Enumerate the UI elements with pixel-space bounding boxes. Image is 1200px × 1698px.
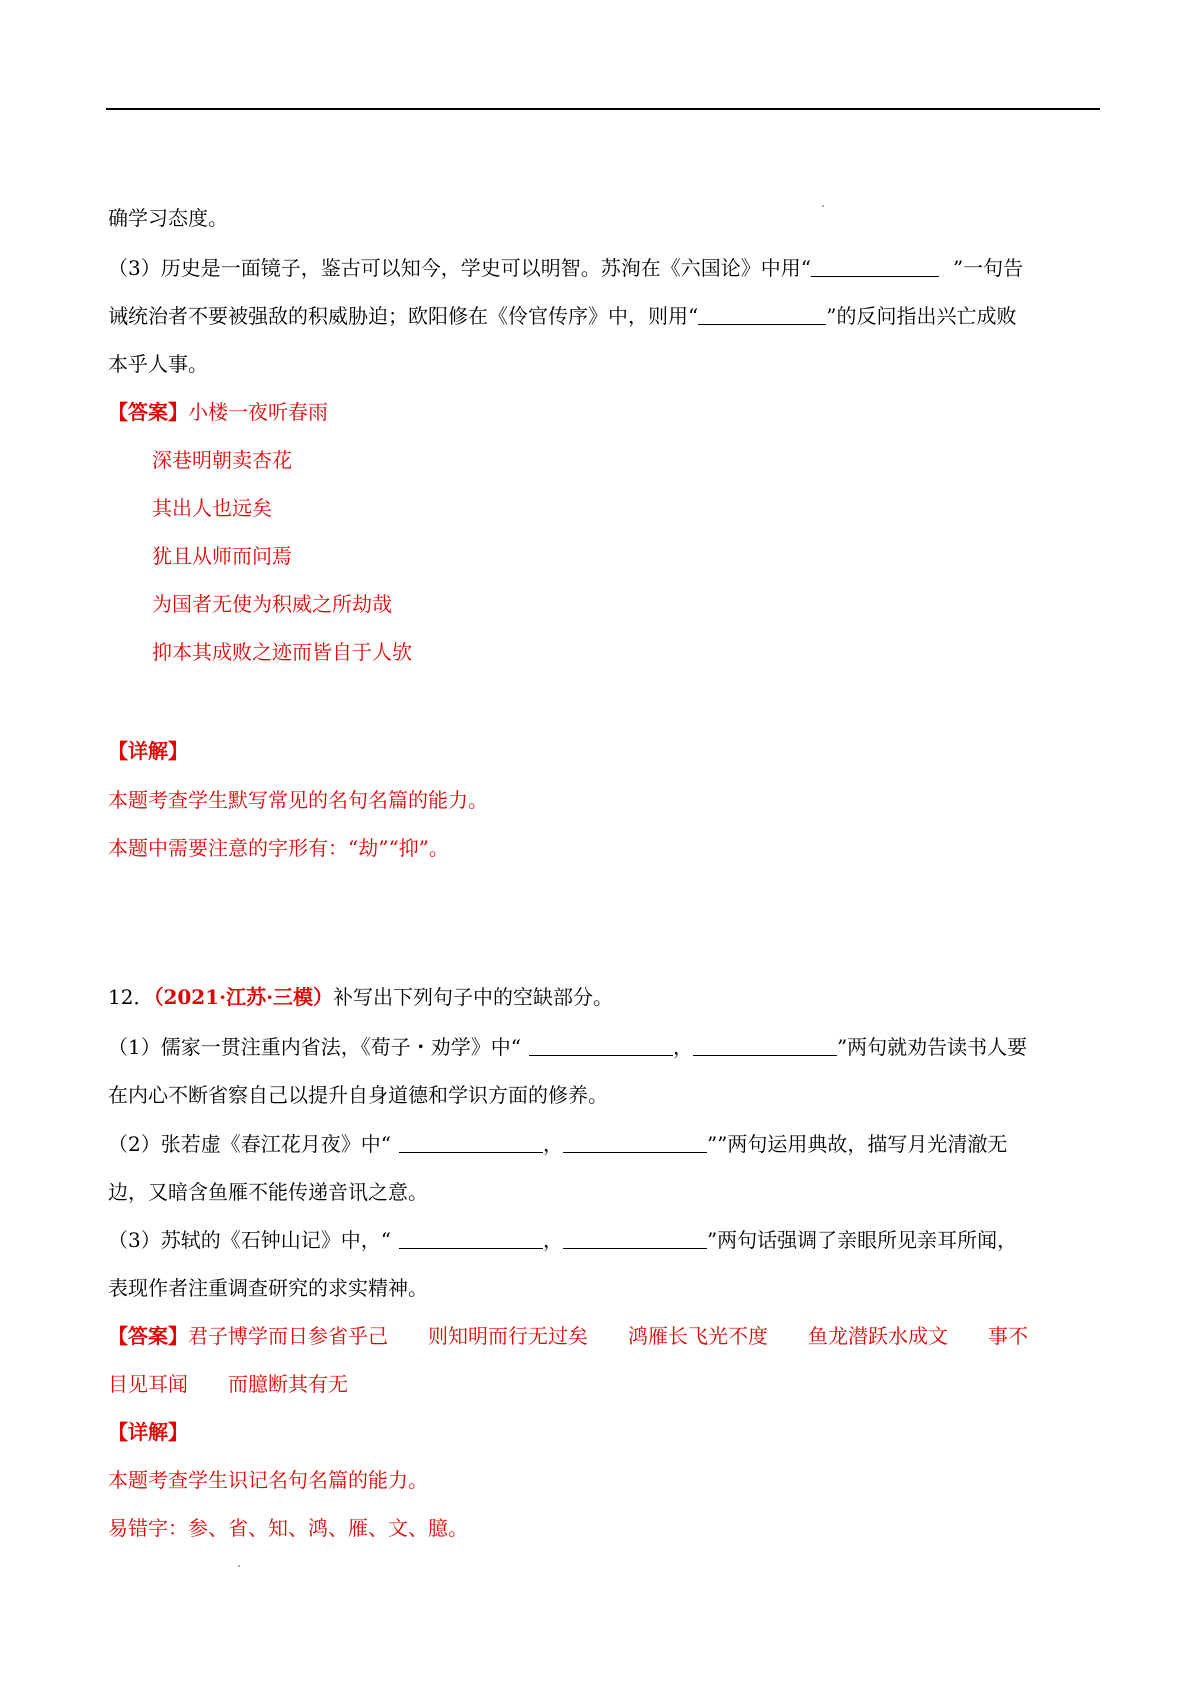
q3-line1: （3）历史是一面镜子，鉴古可以知今，学史可以明智。苏洵在《六国论》中用“ ”一句告 xyxy=(108,256,1024,280)
answer-text: 其出人也远矣 xyxy=(152,496,272,520)
answer-label: 【答案】 xyxy=(108,1324,188,1348)
answer-text: 深巷明朝卖杏花 xyxy=(152,448,292,472)
answer-text: 犹且从师而问焉 xyxy=(152,544,292,568)
detail-text: 易错字：参、省、知、鸿、雁、文、臆。 xyxy=(108,1516,468,1540)
answer-label: 【答案】 xyxy=(108,400,188,424)
answer-blank xyxy=(399,1226,543,1249)
answer-text: 事不 xyxy=(988,1324,1028,1348)
q12-s3-line1: （3）苏轼的《石钟山记》中，“ ， ”两句话强调了亲眼所见亲耳所闻， xyxy=(108,1228,1018,1252)
question-number: 12． xyxy=(108,985,154,1009)
speck xyxy=(822,205,824,207)
answer-text: 抑本其成败之迹而皆自于人欤 xyxy=(152,640,412,664)
answer-text: 小楼一夜听春雨 xyxy=(188,400,328,424)
answer-text: 则知明而行无过矣 xyxy=(428,1324,588,1348)
q12-s1-line1: （1）儒家一贯注重内省法，《荀子・劝学》中“ ， ”两句就劝告读书人要 xyxy=(108,1035,1028,1059)
detail-label: 【详解】 xyxy=(108,1420,188,1444)
q12-answer-row2 xyxy=(108,1370,348,1398)
detail-text: 本题考查学生识记名句名篇的能力。 xyxy=(108,1468,428,1492)
answer-text: 而臆断其有无 xyxy=(228,1372,348,1396)
detail-text: 本题考查学生默写常见的名句名篇的能力。 xyxy=(108,788,488,812)
question-stem: 补写出下列句子中的空缺部分。 xyxy=(333,985,614,1009)
answer-blank xyxy=(811,254,939,277)
answer-blank xyxy=(399,1130,543,1153)
speck xyxy=(238,1565,240,1567)
answer-blank xyxy=(563,1130,707,1153)
answer-blank xyxy=(563,1226,707,1249)
detail-text: 本题中需要注意的字形有：“劫”“抑”。 xyxy=(108,836,449,860)
question-source: （2021·江苏·三模） xyxy=(153,985,334,1009)
answer-text: 鸿雁长飞光不度 xyxy=(628,1324,768,1348)
continued-text: 确学习态度。 xyxy=(108,206,228,230)
answer-row xyxy=(108,398,328,426)
answer-blank xyxy=(529,1033,673,1056)
answer-text: 为国者无使为积威之所劫哉 xyxy=(152,592,392,616)
q3-line2: 诫统治者不要被强敌的积威胁迫；欧阳修在《伶官传序》中，则用“ ”的反问指出兴亡成败 xyxy=(108,304,1017,328)
q12-s2-line2: 边，又暗含鱼雁不能传递音讯之意。 xyxy=(108,1180,428,1204)
q12-s1-line2: 在内心不断省察自己以提升自身道德和学识方面的修养。 xyxy=(108,1083,608,1107)
header-rule xyxy=(106,108,1100,110)
answer-text: 君子博学而日参省乎己 xyxy=(188,1324,388,1348)
q12-header xyxy=(108,983,613,1011)
answer-text: 目见耳闻 xyxy=(108,1372,188,1396)
answer-text: 鱼龙潜跃水成文 xyxy=(808,1324,948,1348)
answer-blank xyxy=(698,302,826,325)
q12-s3-line2: 表现作者注重调查研究的求实精神。 xyxy=(108,1276,428,1300)
answer-blank xyxy=(693,1033,837,1056)
q12-s2-line1: （2）张若虚《春江花月夜》中“ ， ””两句运用典故，描写月光清澈无 xyxy=(108,1132,1008,1156)
q3-line3: 本乎人事。 xyxy=(108,352,208,376)
q12-answer-row1 xyxy=(108,1322,1028,1350)
detail-label: 【详解】 xyxy=(108,739,188,763)
